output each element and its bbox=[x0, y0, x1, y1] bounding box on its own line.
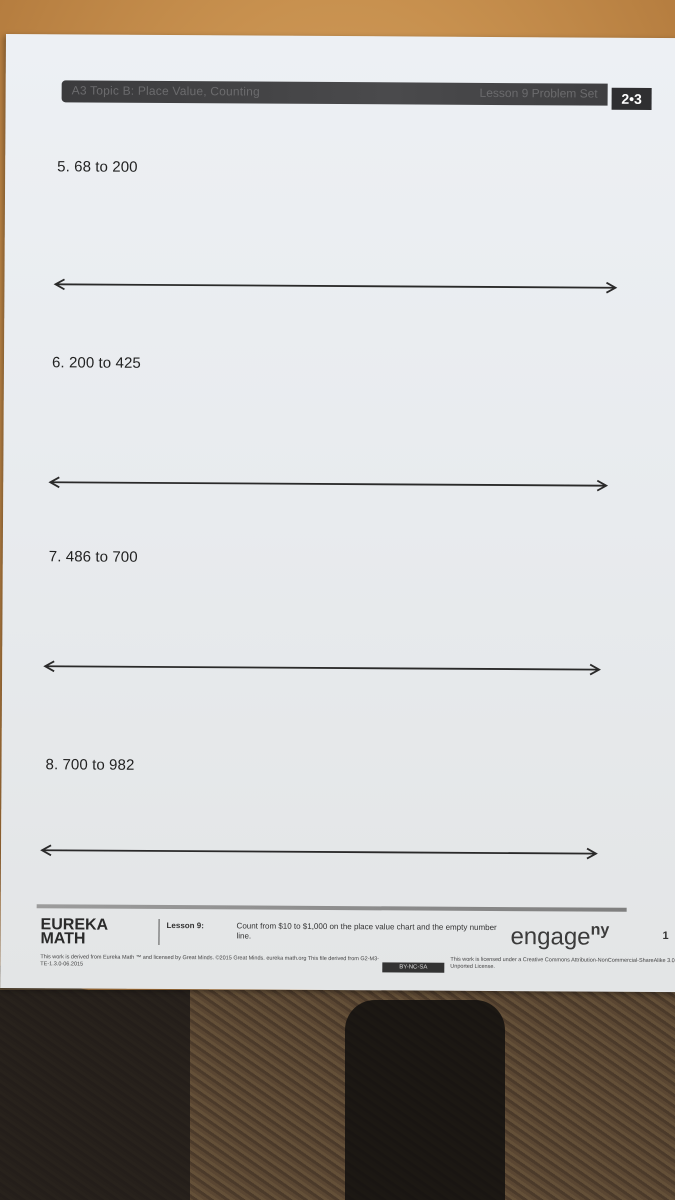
footer-separator bbox=[158, 919, 159, 945]
footer-credit: This work is derived from Eureka Math ™ and licensed by Great Minds. ©2015 Great Minds. eureka math.org This file derived from G2-M3-TE-1.3.0-06.2015 bbox=[40, 954, 380, 968]
footer-lesson-label: Lesson 9: bbox=[166, 920, 204, 931]
header-bar bbox=[62, 80, 608, 105]
number-line-6 bbox=[47, 475, 609, 492]
footer-rule bbox=[37, 904, 627, 912]
cc-license-icon: BY-NC-SA bbox=[382, 962, 444, 972]
footer-lesson-description: Count from $10 to $1,000 on the place value chart and the empty number line. bbox=[236, 921, 497, 941]
footer-license: This work is licensed under a Creative Commons Attribution-NonCommercial-ShareAlike 3.0 Unported License. bbox=[450, 956, 675, 971]
floor-shadow-left bbox=[0, 990, 190, 1200]
floor-shadow-right bbox=[345, 1000, 505, 1200]
engage-text: engage bbox=[510, 923, 591, 951]
problem-5-label: 5. 68 to 200 bbox=[57, 158, 138, 176]
worksheet-paper bbox=[0, 34, 675, 992]
number-line-7 bbox=[42, 659, 602, 676]
problem-6-label: 6. 200 to 425 bbox=[51, 354, 141, 372]
page-number: 1 bbox=[662, 930, 669, 943]
header-topic: A3 Topic B: Place Value, Counting bbox=[71, 83, 260, 99]
number-line-5 bbox=[52, 277, 618, 294]
engageny-logo bbox=[510, 921, 609, 952]
lesson-badge: 2•3 bbox=[612, 88, 652, 110]
header-problem-set: Lesson 9 Problem Set bbox=[479, 85, 598, 101]
problem-7-label: 7. 486 to 700 bbox=[48, 548, 138, 566]
problem-8-label: 8. 700 to 982 bbox=[45, 756, 135, 774]
engage-ny-text: ny bbox=[590, 921, 610, 939]
number-line-8 bbox=[39, 843, 599, 860]
eureka-math-logo: EUREKA MATH bbox=[40, 916, 108, 948]
